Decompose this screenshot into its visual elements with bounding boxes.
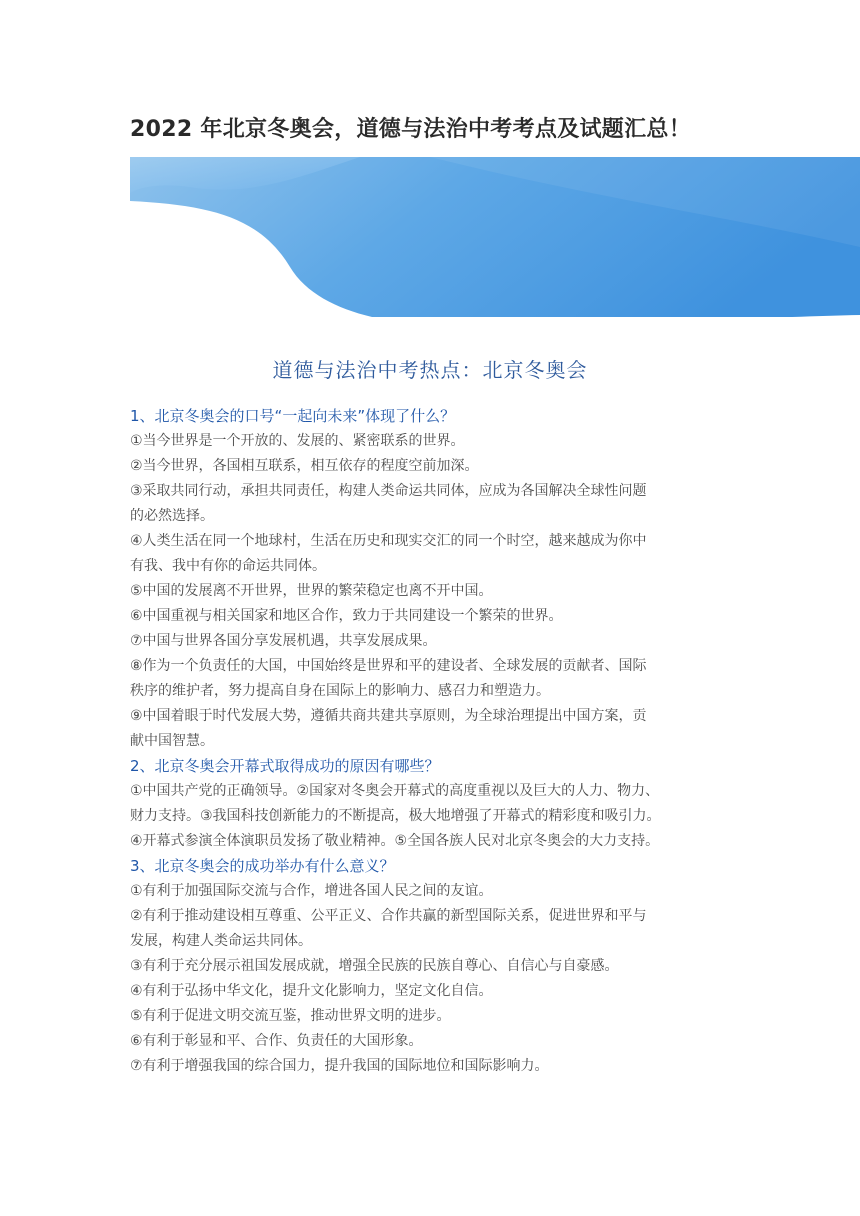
- page-title: 2022 年北京冬奥会，道德与法治中考考点及试题汇总！: [130, 117, 691, 142]
- answer-line: 财力支持。③我国科技创新能力的不断提高，极大地增强了开幕式的精彩度和吸引力。: [130, 808, 661, 824]
- answer-line: 献中国智慧。: [130, 733, 214, 749]
- answer-line: ⑦有利于增强我国的综合国力，提升我国的国际地位和国际影响力。: [130, 1058, 549, 1074]
- question-heading: 2、北京冬奥会开幕式取得成功的原因有哪些？: [130, 757, 440, 775]
- section-subtitle: 道德与法治中考热点：北京冬奥会: [272, 358, 588, 382]
- question-heading: 1、北京冬奥会的口号“一起向未来”体现了什么？: [130, 407, 456, 425]
- question-heading: 3、北京冬奥会的成功举办有什么意义？: [130, 857, 395, 875]
- answer-line: ⑤中国的发展离不开世界，世界的繁荣稳定也离不开中国。: [130, 583, 493, 599]
- article-body: [130, 404, 740, 1079]
- answer-line: ⑥有利于彰显和平、合作、负责任的大国形象。: [130, 1033, 423, 1049]
- answer-line: ④有利于弘扬中华文化，提升文化影响力，坚定文化自信。: [130, 983, 493, 999]
- answer-line: 的必然选择。: [130, 508, 214, 524]
- answer-line: ⑤有利于促进文明交流互鉴，推动世界文明的进步。: [130, 1008, 451, 1024]
- answer-line: ⑦中国与世界各国分享发展机遇，共享发展成果。: [130, 633, 437, 649]
- answer-line: ②当今世界，各国相互联系，相互依存的程度空前加深。: [130, 458, 479, 474]
- answer-line: ①中国共产党的正确领导。②国家对冬奥会开幕式的高度重视以及巨大的人力、物力、: [130, 783, 660, 799]
- answer-line: ①有利于加强国际交流与合作，增进各国人民之间的友谊。: [130, 883, 493, 899]
- answer-line: ①当今世界是一个开放的、发展的、紧密联系的世界。: [130, 433, 465, 449]
- answer-line: 发展，构建人类命运共同体。: [130, 933, 312, 949]
- answer-line: ④人类生活在同一个地球村，生活在历史和现实交汇的同一个时空，越来越成为你中: [130, 533, 647, 549]
- answer-line: 有我、我中有你的命运共同体。: [130, 558, 326, 574]
- answer-line: ④开幕式参演全体演职员发扬了敬业精神。⑤全国各族人民对北京冬奥会的大力支持。: [130, 833, 660, 849]
- answer-line: ③采取共同行动，承担共同责任，构建人类命运共同体，应成为各国解决全球性问题: [130, 483, 647, 499]
- answer-line: ②有利于推动建设相互尊重、公平正义、合作共赢的新型国际关系，促进世界和平与: [130, 908, 647, 924]
- answer-line: 秩序的维护者，努力提高自身在国际上的影响力、感召力和塑造力。: [130, 683, 550, 699]
- wave-banner-image: [130, 157, 860, 317]
- answer-line: ⑧作为一个负责任的大国，中国始终是世界和平的建设者、全球发展的贡献者、国际: [130, 658, 647, 674]
- answer-line: ⑥中国重视与相关国家和地区合作，致力于共同建设一个繁荣的世界。: [130, 608, 563, 624]
- answer-line: ⑨中国着眼于时代发展大势，遵循共商共建共享原则，为全球治理提出中国方案，贡: [130, 708, 647, 724]
- answer-line: ③有利于充分展示祖国发展成就，增强全民族的民族自尊心、自信心与自豪感。: [130, 958, 619, 974]
